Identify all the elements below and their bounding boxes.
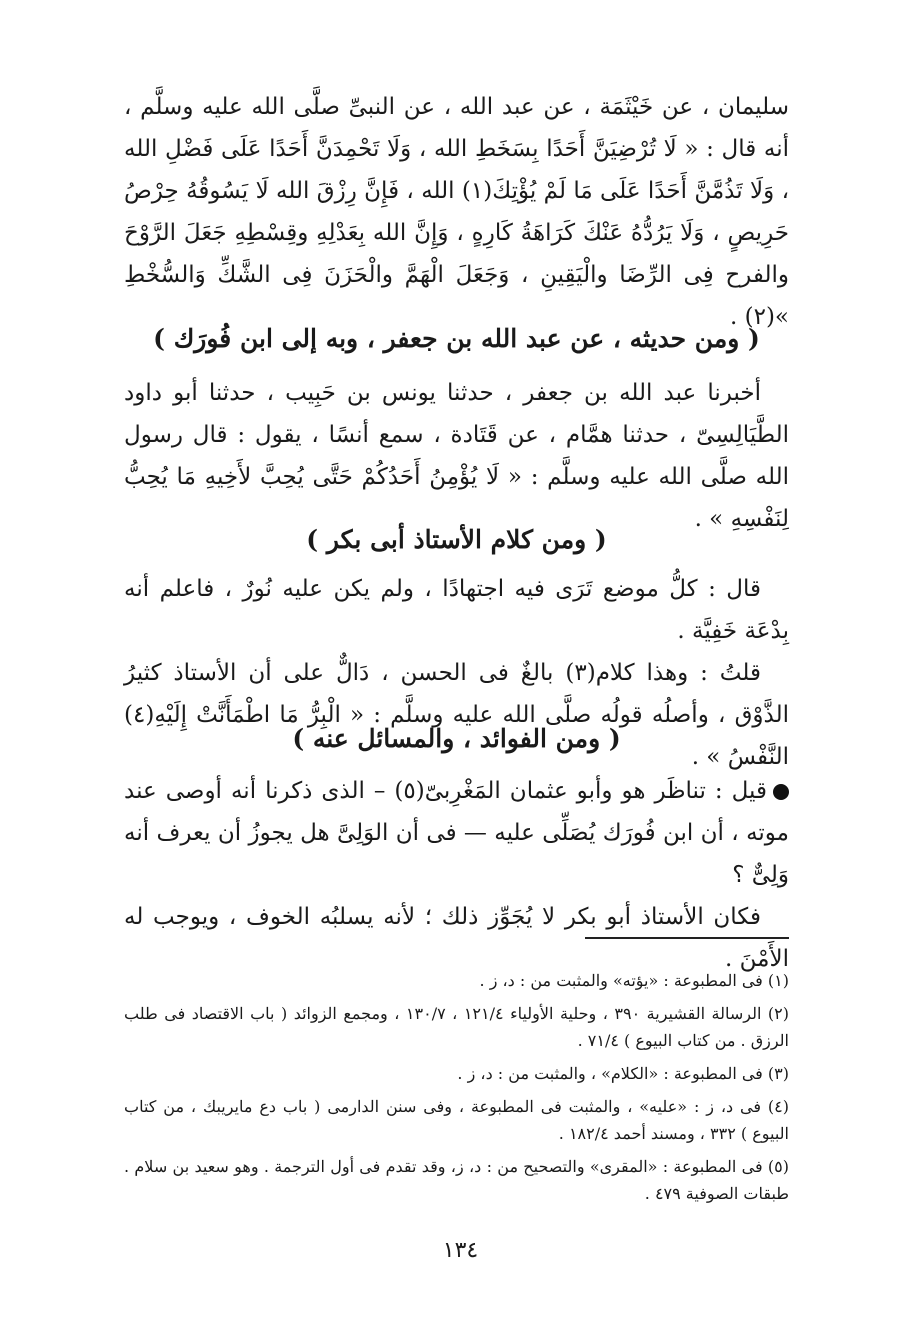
- paragraph-text: قال : كلُّ موضع تَرَى فيه اجتهادًا ، ولم يكن عليه نُورٌ ، فاعلم أنه بِدْعَة خَفِيَّة .: [124, 576, 789, 644]
- footnotes: [124, 967, 789, 1213]
- paragraph-text: أخبرنا عبد الله بن جعفر ، حدثنا يونس بن حَبِيب ، حدثنا أبو داود الطَّيَالِسِىّ ، حدثنا همَّام ، عن قَتَادة ، سمع أنسًا ، يقول : قال رسول الله صلَّى الله عليه وسلَّم : « لَا يُؤْمِنُ أَحَدُكُمْ حَتَّى يُحِبَّ لأَخِيهِ مَا يُحِبُّ لِنَفْسِهِ » .: [124, 380, 789, 532]
- hadith-paragraph-1: [124, 86, 789, 338]
- section-heading-ustadh: ( ومن كلام الأستاذ أبى بكر ): [306, 525, 607, 554]
- section-heading-fawaid: ( ومن الفوائد ، والمسائل عنه ): [292, 724, 621, 753]
- paragraph-text: قيل : تناظَر هو وأبو عثمان المَغْرِبىّ(٥) – الذى ذكرنا أنه أوصى عند موته ، أن ابن فُورَك يُصَلِّى عليه — فى أن الوَلِىَّ هل يجوزُ أن يعرف أنه وَلِىٌّ ؟: [124, 778, 789, 888]
- paragraph-text: قلتُ : وهذا كلام(٣) بالغٌ فى الحسن ، دَالٌّ على أن الأستاذ كثيرُ الذَّوْق ، وأصلُه قولُه صلَّى الله عليه وسلَّم : « الْبِرُّ مَا اطْمَأَنَّتْ إِلَيْهِ(٤) النَّفْسُ » .: [124, 660, 789, 770]
- footnote-1: (١) فى المطبوعة : «يؤته» والمثبت من : د، ز .: [479, 971, 789, 990]
- footnote-5: (٥) فى المطبوعة : «المقرى» والتصحيح من : د، ز، وقد تقدم فى أول الترجمة . وهو سعيد بن سلام . طبقات الصوفية ٤٧٩ .: [124, 1157, 789, 1203]
- footnote-3: (٣) فى المطبوعة : «الكلام» ، والمثبت من : د، ز .: [457, 1064, 789, 1083]
- bullet-icon: [773, 784, 789, 800]
- footnote-divider: [585, 937, 789, 939]
- hadith-paragraph-2: [124, 372, 789, 540]
- paragraph-text: فكان الأستاذ أبو بكر لا يُجَوِّز ذلك ؛ لأنه يسلبُه الخوف ، ويوجب له الأَمْنَ .: [124, 904, 789, 972]
- section-heading-hadith: ( ومن حديثه ، عن عبد الله بن جعفر ، وبه إلى ابن فُورَك ): [153, 324, 760, 353]
- footnote-4: (٤) فى د، ز : «عليه» ، والمثبت فى المطبوعة ، وفى سنن الدارمى ( باب دع مايريبك ، من كتاب البيوع ) ٣٣٢ ، ومسند أحمد ١٨٢/٤ .: [124, 1097, 789, 1143]
- paragraph-text: سليمان ، عن خَيْثَمَة ، عن عبد الله ، عن النبىِّ صلَّى الله عليه وسلَّم ، أنه قال : « لَا تُرْضِيَنَّ أَحَدًا بِسَخَطِ الله ، وَلَا تَحْمِدَنَّ أَحَدًا عَلَى فَضْلِ الله ، وَلَا تَذُمَّنَّ أَحَدًا عَلَى مَا لَمْ يُؤْتِكَ(١) الله ، فَإِنَّ رِزْقَ الله لَا يَسُوقُهُ حِرْصُ حَرِيصٍ ، وَلَا يَرُدُّهُ عَنْكَ كَرَاهَةُ كَارِهٍ ، وَإِنَّ الله بِعَدْلِهِ وقِسْطِهِ جَعَلَ الرَّوْحَ والفرح فِى الرِّضَا والْيَقِينِ ، وَجَعَلَ الْهَمَّ والْحَزَنَ فِى الشَّكِّ وَالسُّخْطِ »(٢) .: [124, 94, 790, 330]
- footnote-2: (٢) الرسالة القشيرية ٣٩٠ ، وحلية الأولياء ١٢١/٤ ، ١٣٠/٧ ، ومجمع الزوائد ( باب الاقتصاد فى طلب الرزق . من كتاب البيوع ) ٧١/٤ .: [124, 1004, 789, 1050]
- fawaid-paragraph: [124, 770, 789, 980]
- page-number: ١٣٤: [442, 1238, 479, 1263]
